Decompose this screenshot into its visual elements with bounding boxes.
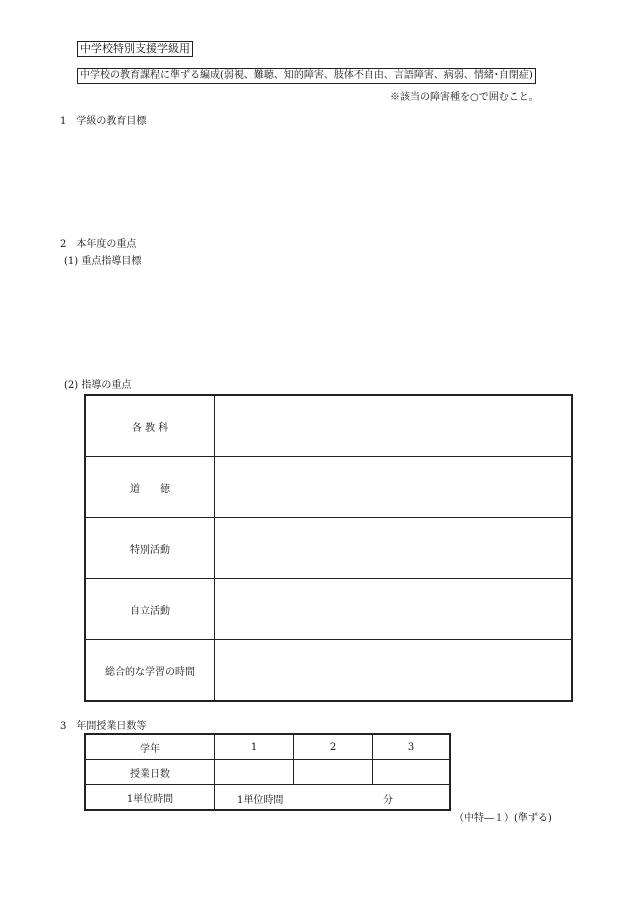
row-label: 総合的な学習の時間 bbox=[85, 640, 215, 702]
school-days-table bbox=[84, 733, 451, 811]
section-3-heading: 3 年間授業日数等 bbox=[60, 721, 147, 732]
table-row bbox=[85, 457, 572, 518]
unit-time-label: 1単位時間 bbox=[237, 795, 284, 806]
guidance-table bbox=[84, 394, 573, 702]
entry-cell[interactable] bbox=[215, 579, 573, 640]
section-1-heading: 1 学級の教育目標 bbox=[60, 116, 147, 127]
curriculum-label: 中学校の教育課程に準ずる編成(弱視、難聴、知的障害、肢体不自由、言語障害、病弱、情緒･自閉症) bbox=[77, 68, 536, 84]
instruction-note: ※該当の障害種を○で囲むこと。 bbox=[390, 92, 539, 103]
minutes-label: 分 bbox=[383, 795, 393, 806]
header-grade: 学年 bbox=[85, 734, 215, 760]
row-label: 道 徳 bbox=[85, 457, 215, 518]
table-row bbox=[85, 785, 450, 811]
header-grade-3: 3 bbox=[373, 734, 451, 760]
entry-cell[interactable] bbox=[294, 760, 373, 785]
entry-cell[interactable] bbox=[373, 760, 451, 785]
row-label: 自立活動 bbox=[85, 579, 215, 640]
entry-cell[interactable] bbox=[215, 457, 573, 518]
row-label: 各 教 科 bbox=[85, 395, 215, 457]
entry-cell[interactable] bbox=[215, 518, 573, 579]
section-2-heading: 2 本年度の重点 bbox=[60, 239, 137, 250]
header-grade-1: 1 bbox=[215, 734, 294, 760]
class-type-label: 中学校特別支援学級用 bbox=[77, 41, 193, 57]
entry-cell[interactable] bbox=[215, 395, 573, 457]
entry-cell[interactable] bbox=[215, 760, 294, 785]
entry-cell[interactable] bbox=[215, 640, 573, 702]
form-code: （中特―１）(準ずる) bbox=[454, 813, 552, 824]
row-label: 特別活動 bbox=[85, 518, 215, 579]
table-row bbox=[85, 579, 572, 640]
table-row bbox=[85, 395, 572, 457]
section-2-2-heading: (2) 指導の重点 bbox=[64, 380, 132, 391]
unit-time-cell[interactable] bbox=[215, 785, 451, 811]
header-grade-2: 2 bbox=[294, 734, 373, 760]
row-label: 1単位時間 bbox=[85, 785, 215, 811]
table-row bbox=[85, 760, 450, 785]
row-label: 授業日数 bbox=[85, 760, 215, 785]
table-row bbox=[85, 518, 572, 579]
section-2-1-heading: (1) 重点指導目標 bbox=[64, 256, 142, 267]
table-row bbox=[85, 734, 450, 760]
table-row bbox=[85, 640, 572, 702]
